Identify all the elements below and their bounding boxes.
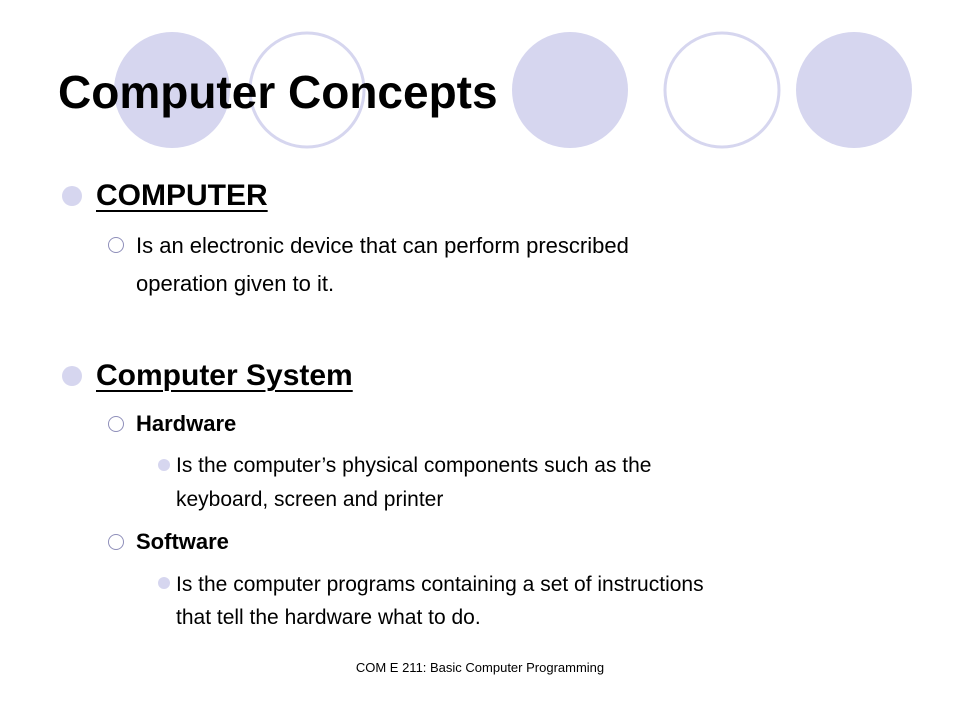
section-heading-computer-system: Computer System — [96, 359, 353, 392]
filled-circle — [512, 32, 628, 148]
computer-definition-line-1: Is an electronic device that can perform prescribed — [136, 233, 629, 258]
outline-circle — [665, 33, 779, 147]
hardware-detail-line-2: keyboard, screen and printer — [176, 488, 444, 511]
slide-title: Computer Concepts — [58, 66, 498, 118]
hollow-bullet-icon — [108, 534, 124, 550]
software-detail-line-2: that tell the hardware what to do. — [176, 606, 481, 629]
small-bullet-dot-icon — [158, 577, 170, 589]
hollow-bullet-icon — [108, 237, 124, 253]
hardware-label: Hardware — [136, 411, 237, 436]
section-heading-computer: COMPUTER — [96, 179, 268, 212]
hardware-detail-line-1: Is the computer’s physical components such as the — [176, 454, 652, 477]
filled-circle — [796, 32, 912, 148]
slide-footer: COM E 211: Basic Computer Programming — [355, 660, 605, 675]
small-bullet-dot-icon — [158, 459, 170, 471]
bullet-dot-icon — [62, 366, 82, 386]
computer-definition-line-2: operation given to it. — [136, 271, 335, 296]
software-detail-line-1: Is the computer programs containing a set of instructions — [176, 573, 704, 596]
hollow-bullet-icon — [108, 416, 124, 432]
software-label: Software — [136, 529, 229, 554]
bullet-dot-icon — [62, 186, 82, 206]
